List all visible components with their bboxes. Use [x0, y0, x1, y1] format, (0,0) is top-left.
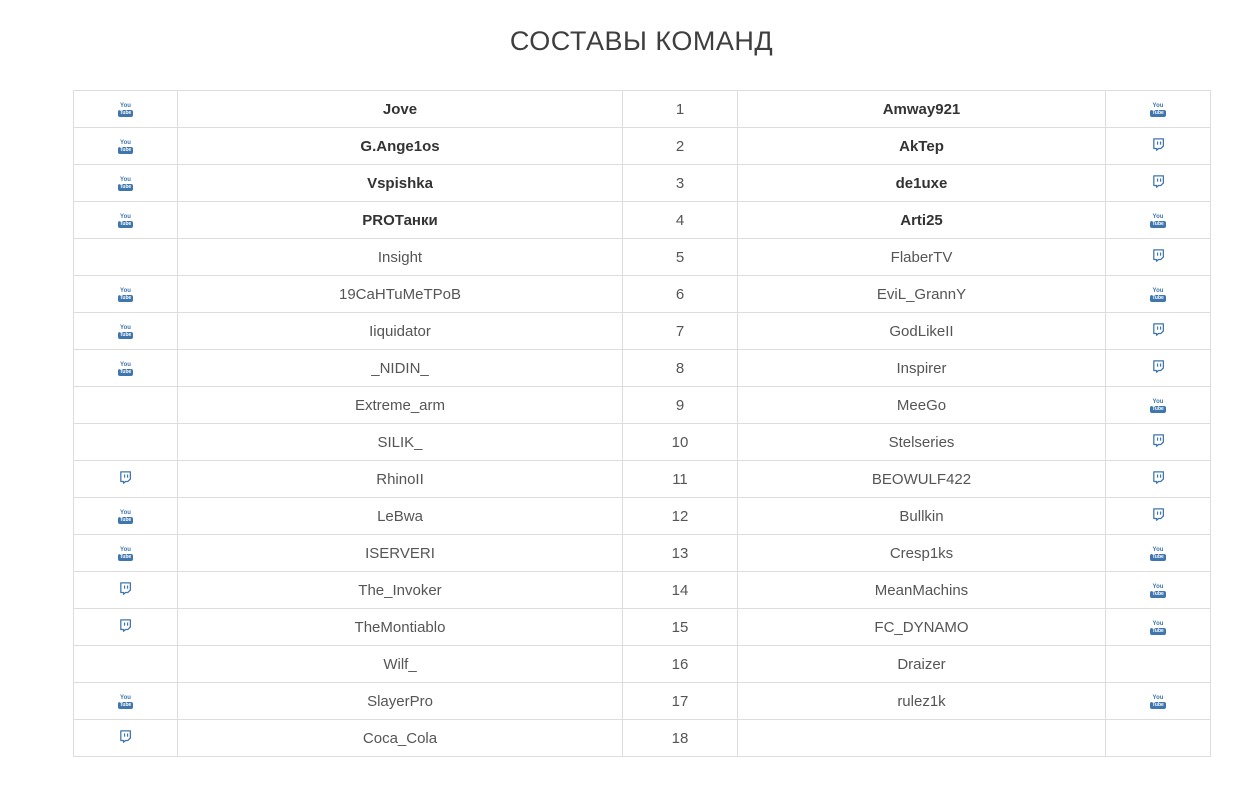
row-number: 13 — [623, 535, 738, 572]
right-player-name: Cresp1ks — [738, 535, 1106, 572]
row-number: 10 — [623, 424, 738, 461]
right-player-name: rulez1k — [738, 683, 1106, 720]
row-number: 6 — [623, 276, 738, 313]
left-channel-cell[interactable] — [74, 572, 178, 609]
right-player-name: Amway921 — [738, 91, 1106, 128]
table-row — [74, 646, 1211, 683]
row-number: 7 — [623, 313, 738, 350]
table-row — [74, 683, 1211, 720]
table-row — [74, 128, 1211, 165]
right-player-name: Stelseries — [738, 424, 1106, 461]
row-number: 12 — [623, 498, 738, 535]
youtube-icon[interactable]: You Tube — [119, 324, 132, 338]
youtube-icon[interactable]: You Tube — [119, 139, 132, 153]
youtube-icon[interactable]: You Tube — [1152, 287, 1164, 301]
table-row — [74, 276, 1211, 313]
youtube-icon[interactable]: You Tube — [1152, 102, 1164, 116]
left-player-name: SILIK_ — [178, 424, 623, 461]
right-channel-cell[interactable] — [1106, 165, 1211, 202]
right-player-name: BEOWULF422 — [738, 461, 1106, 498]
left-player-name: TheMontiablo — [178, 609, 623, 646]
right-channel-cell[interactable] — [1106, 535, 1211, 572]
row-number: 9 — [623, 387, 738, 424]
youtube-icon[interactable]: You Tube — [119, 176, 132, 190]
row-number: 1 — [623, 91, 738, 128]
table-row — [74, 350, 1211, 387]
left-channel-cell[interactable] — [74, 350, 178, 387]
right-player-name: MeeGo — [738, 387, 1106, 424]
youtube-icon[interactable]: You Tube — [1152, 620, 1164, 634]
twitch-icon[interactable] — [1151, 248, 1166, 267]
page-container — [73, 0, 1210, 757]
right-player-name: EviL_GrannY — [738, 276, 1106, 313]
table-row — [74, 572, 1211, 609]
table-row — [74, 165, 1211, 202]
left-player-name: Wilf_ — [178, 646, 623, 683]
row-number: 2 — [623, 128, 738, 165]
left-player-name: Insight — [178, 239, 623, 276]
right-player-name: FC_DYNAMO — [738, 609, 1106, 646]
right-player-name: MeanMachins — [738, 572, 1106, 609]
right-channel-cell[interactable] — [1106, 683, 1211, 720]
twitch-icon[interactable] — [118, 729, 133, 748]
right-player-name: de1uxe — [738, 165, 1106, 202]
page-title: СОСТАВЫ КОМАНД — [509, 26, 774, 56]
twitch-icon[interactable] — [1151, 174, 1166, 193]
table-row — [74, 424, 1211, 461]
twitch-icon[interactable] — [118, 581, 133, 600]
table-row — [74, 720, 1211, 757]
left-player-name: LeBwa — [178, 498, 623, 535]
row-number: 15 — [623, 609, 738, 646]
right-channel-cell — [1106, 720, 1211, 757]
left-channel-cell[interactable] — [74, 609, 178, 646]
row-number: 16 — [623, 646, 738, 683]
table-row — [74, 239, 1211, 276]
table-row — [74, 609, 1211, 646]
left-player-name: PROТанки — [178, 202, 623, 239]
youtube-icon[interactable]: You Tube — [1152, 213, 1164, 227]
left-channel-cell[interactable] — [74, 683, 178, 720]
left-channel-cell[interactable] — [74, 313, 178, 350]
youtube-icon[interactable]: You Tube — [119, 361, 132, 375]
left-player-name: RhinoII — [178, 461, 623, 498]
left-player-name: Jove — [178, 91, 623, 128]
youtube-icon[interactable]: You Tube — [1152, 694, 1164, 708]
right-channel-cell[interactable] — [1106, 461, 1211, 498]
left-channel-cell[interactable] — [74, 165, 178, 202]
left-channel-cell[interactable] — [74, 91, 178, 128]
right-player-name: Draizer — [738, 646, 1106, 683]
left-player-name: The_Invoker — [178, 572, 623, 609]
left-channel-cell[interactable] — [74, 276, 178, 313]
left-player-name: Extreme_arm — [178, 387, 623, 424]
right-player-name: AkTep — [738, 128, 1106, 165]
right-channel-cell[interactable] — [1106, 387, 1211, 424]
right-channel-cell[interactable] — [1106, 424, 1211, 461]
youtube-icon[interactable]: You Tube — [119, 102, 132, 116]
twitch-icon[interactable] — [1151, 470, 1166, 489]
left-player-name: Vspishka — [178, 165, 623, 202]
left-player-name: Iiquidator — [178, 313, 623, 350]
youtube-icon[interactable]: You Tube — [119, 546, 132, 560]
right-player-name: Inspirer — [738, 350, 1106, 387]
left-channel-cell — [74, 424, 178, 461]
twitch-icon[interactable] — [1151, 137, 1166, 156]
left-channel-cell — [74, 387, 178, 424]
twitch-icon[interactable] — [1151, 322, 1166, 341]
left-channel-cell[interactable] — [74, 535, 178, 572]
right-channel-cell[interactable] — [1106, 609, 1211, 646]
row-number: 14 — [623, 572, 738, 609]
right-player-name: FlaberTV — [738, 239, 1106, 276]
table-row — [74, 202, 1211, 239]
row-number: 18 — [623, 720, 738, 757]
right-channel-cell[interactable] — [1106, 239, 1211, 276]
row-number: 17 — [623, 683, 738, 720]
row-number: 11 — [623, 461, 738, 498]
left-player-name: _NIDIN_ — [178, 350, 623, 387]
twitch-icon[interactable] — [1151, 433, 1166, 452]
left-channel-cell[interactable] — [74, 498, 178, 535]
youtube-icon[interactable]: You Tube — [119, 694, 132, 708]
table-row — [74, 91, 1211, 128]
left-player-name: G.Ange1os — [178, 128, 623, 165]
left-player-name: SlayerPro — [178, 683, 623, 720]
right-channel-cell[interactable] — [1106, 276, 1211, 313]
left-player-name: Coca_Cola — [178, 720, 623, 757]
left-player-name: 19CaHTuMeTPoB — [178, 276, 623, 313]
left-channel-cell[interactable] — [74, 720, 178, 757]
youtube-icon[interactable]: You Tube — [119, 213, 132, 227]
youtube-icon[interactable]: You Tube — [1152, 583, 1164, 597]
right-channel-cell[interactable] — [1106, 91, 1211, 128]
youtube-icon[interactable]: You Tube — [1152, 546, 1164, 560]
right-player-name — [738, 720, 1106, 757]
row-number: 8 — [623, 350, 738, 387]
twitch-icon[interactable] — [1151, 507, 1166, 526]
left-channel-cell[interactable] — [74, 202, 178, 239]
team-rosters-table — [73, 90, 1211, 757]
right-player-name: Arti25 — [738, 202, 1106, 239]
left-player-name: ISERVERI — [178, 535, 623, 572]
table-row — [74, 313, 1211, 350]
twitch-icon[interactable] — [118, 618, 133, 637]
right-channel-cell[interactable] — [1106, 498, 1211, 535]
row-number: 4 — [623, 202, 738, 239]
left-channel-cell[interactable] — [74, 128, 178, 165]
right-player-name: Bullkin — [738, 498, 1106, 535]
right-channel-cell[interactable] — [1106, 128, 1211, 165]
right-channel-cell[interactable] — [1106, 202, 1211, 239]
row-number: 3 — [623, 165, 738, 202]
twitch-icon[interactable] — [1151, 359, 1166, 378]
right-player-name: GodLikeII — [738, 313, 1106, 350]
right-channel-cell[interactable] — [1106, 313, 1211, 350]
left-channel-cell — [74, 646, 178, 683]
table-row — [74, 535, 1211, 572]
twitch-icon[interactable] — [118, 470, 133, 489]
right-channel-cell — [1106, 646, 1211, 683]
left-channel-cell — [74, 239, 178, 276]
left-channel-cell[interactable] — [74, 461, 178, 498]
youtube-icon[interactable]: You Tube — [1152, 398, 1164, 412]
right-channel-cell[interactable] — [1106, 350, 1211, 387]
table-row — [74, 387, 1211, 424]
table-row — [74, 461, 1211, 498]
youtube-icon[interactable]: You Tube — [119, 287, 132, 301]
youtube-icon[interactable]: You Tube — [119, 509, 132, 523]
row-number: 5 — [623, 239, 738, 276]
right-channel-cell[interactable] — [1106, 572, 1211, 609]
table-row — [74, 498, 1211, 535]
